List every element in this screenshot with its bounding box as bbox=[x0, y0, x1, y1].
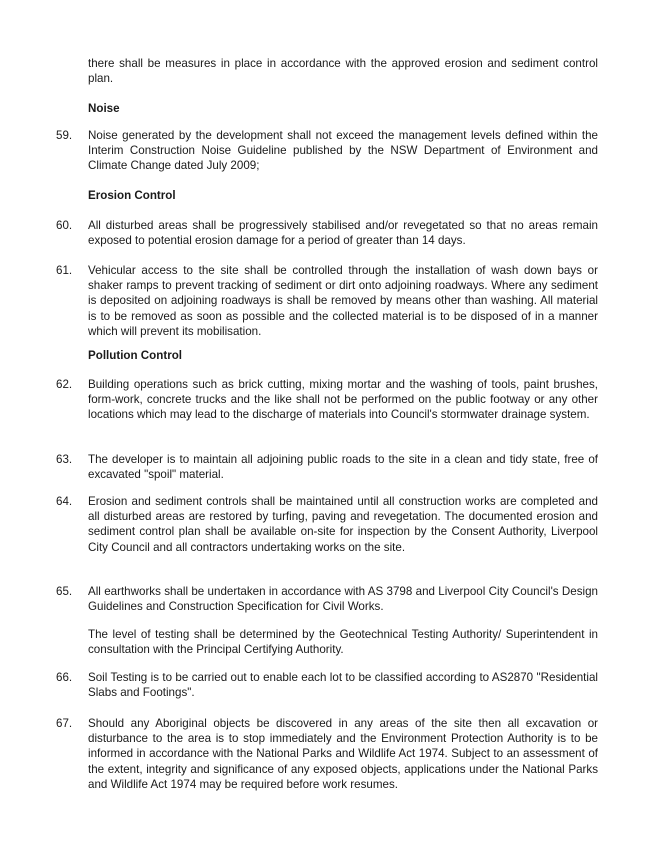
clause-62-text: Building operations such as brick cutting, mixing mortar and the washing of tools, paint brushes, form-work, concrete trucks and the like shall not be performed on the public footway or any other locations which may lead to the discharge of materials into Council's stormwater drainage system. bbox=[88, 378, 598, 422]
clause-65-text-continued: The level of testing shall be determined by the Geotechnical Testing Authority/ Superintendent in consultation with the Principal Certifying Authority. bbox=[88, 628, 598, 657]
clause-number: 62. bbox=[56, 378, 73, 391]
clause-number: 63. bbox=[56, 453, 73, 466]
clause-64-text: Erosion and sediment controls shall be maintained until all construction works are completed and all disturbed areas are restored by turfing, paving and revegetation. The documented erosion and sediment control plan shall be available on-site for inspection by the Consent Authority, Liverpool City Council and all contractors undertaking works on the site. bbox=[88, 495, 598, 554]
clause-number: 59. bbox=[56, 129, 73, 142]
clause-66-text: Soil Testing is to be carried out to enable each lot to be classified according to AS2870 "Residential Slabs and Footings". bbox=[88, 671, 598, 700]
clause-60-text: All disturbed areas shall be progressively stabilised and/or revegetated so that no areas remain exposed to potential erosion damage for a period of greater than 14 days. bbox=[88, 219, 598, 248]
clause-61-text: Vehicular access to the site shall be controlled through the installation of wash down bays or shaker ramps to prevent tracking of sediment or dirt onto adjoining roadways. Where any sediment is deposited on adjoining roadways is shall be removed by means other than washing. All material is to be removed as soon as possible and the collected material is to be disposed of in a manner which will prevent its mobilisation. bbox=[88, 264, 598, 338]
intro-paragraph: there shall be measures in place in accordance with the approved erosion and sediment control plan. bbox=[88, 57, 598, 86]
clause-number: 64. bbox=[56, 495, 73, 508]
heading-pollution-control: Pollution Control bbox=[88, 349, 183, 362]
clause-63-text: The developer is to maintain all adjoining public roads to the site in a clean and tidy state, free of excavated "spoil" material. bbox=[88, 453, 598, 482]
clause-number: 66. bbox=[56, 671, 73, 684]
heading-erosion-control: Erosion Control bbox=[88, 189, 176, 202]
clause-number: 65. bbox=[56, 585, 73, 598]
heading-noise: Noise bbox=[88, 102, 120, 115]
clause-number: 61. bbox=[56, 264, 73, 277]
clause-67-text: Should any Aboriginal objects be discovered in any areas of the site then all excavation or disturbance to the area is to stop immediately and the Environment Protection Authority is to be informed in accordance with the National Parks and Wildlife Act 1974. Subject to an assessment of the extent, integrity and significance of any exposed objects, applications under the National Parks and Wildlife Act 1974 may be required before work resumes. bbox=[88, 717, 598, 791]
clause-number: 60. bbox=[56, 219, 73, 232]
clause-number: 67. bbox=[56, 717, 73, 730]
clause-65-text: All earthworks shall be undertaken in accordance with AS 3798 and Liverpool City Council's Design Guidelines and Construction Specification for Civil Works. bbox=[88, 585, 598, 614]
clause-59-text: Noise generated by the development shall not exceed the management levels defined within the Interim Construction Noise Guideline published by the NSW Department of Environment and Climate Change dated July 2009; bbox=[88, 129, 598, 173]
